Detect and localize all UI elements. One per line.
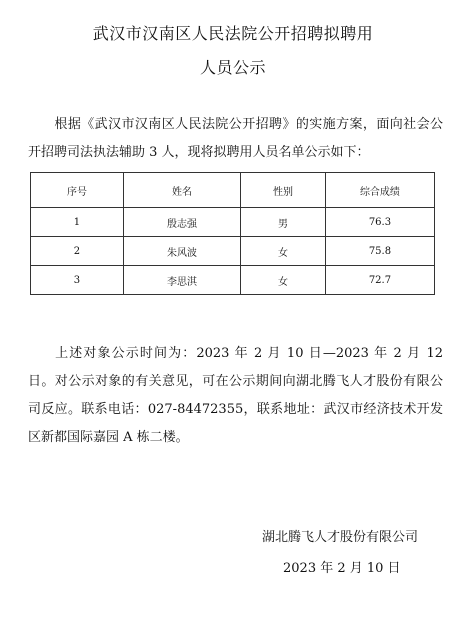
document-title-line-1: 武汉市汉南区人民法院公开招聘拟聘用 [92,24,374,43]
table-header-row [31,173,435,208]
cell-gender: 男 [241,208,326,237]
cell-index: 1 [31,208,124,237]
notice-text: 上述对象公示时间为：2023 年 2 月 10 日—2023 年 2 月 12 日。对公示对象的有关意见，可在公示期间向湖北腾飞人才股份有限公司反应。联系电话：027-84472355，联系地址：武汉市经济技术开发区新都国际嘉园 A 栋二楼。 [28,346,443,445]
cell-gender: 女 [241,237,326,266]
header-gender: 性别 [241,173,326,208]
header-name: 姓名 [123,173,240,208]
cell-gender: 女 [241,266,326,295]
table-row [31,266,435,295]
cell-score: 76.3 [325,208,434,237]
cell-name: 殷志强 [123,208,240,237]
notice-paragraph [28,340,443,452]
signature-date: 2023 年 2 月 10 日 [283,561,401,576]
cell-score: 75.8 [325,237,434,266]
cell-name: 李思淇 [123,266,240,295]
intro-paragraph [28,111,443,167]
header-index: 序号 [31,173,124,208]
signature-organization: 湖北腾飞人才股份有限公司 [262,530,419,545]
header-score: 综合成绩 [325,173,434,208]
document-title-line-2: 人员公示 [199,58,266,77]
cell-index: 3 [31,266,124,295]
cell-index: 2 [31,237,124,266]
cell-score: 72.7 [325,266,434,295]
table-row [31,208,435,237]
table-row [31,237,435,266]
intro-text: 根据《武汉市汉南区人民法院公开招聘》的实施方案，面向社会公开招聘司法执法辅助 3 人，现将拟聘用人员名单公示如下： [28,117,443,160]
candidate-table [30,172,435,295]
cell-name: 朱风波 [123,237,240,266]
